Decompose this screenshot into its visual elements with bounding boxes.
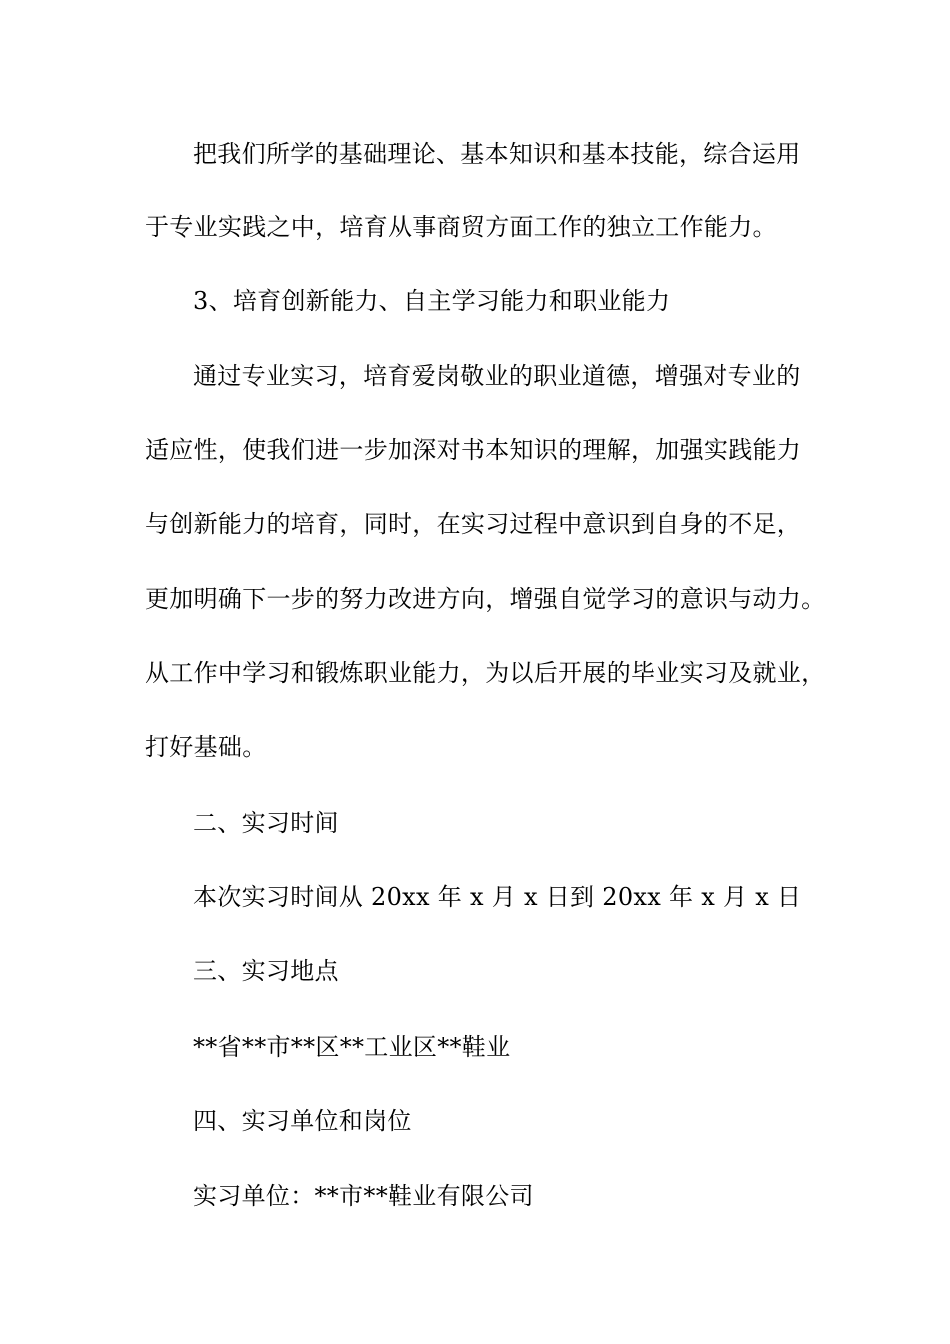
paragraph-line: 实习单位：**市**鞋业有限公司 — [193, 1182, 534, 1210]
paragraph-line: 把我们所学的基础理论、基本知识和基本技能，综合运用 — [193, 140, 801, 168]
paragraph-line: 通过专业实习，培育爱岗敬业的职业道德，增强对专业的 — [193, 362, 801, 390]
section-heading: 二、实习时间 — [193, 809, 339, 837]
paragraph-line: **省**市**区**工业区**鞋业 — [193, 1033, 511, 1061]
paragraph-line: 更加明确下一步的努力改进方向，增强自觉学习的意识与动力。 — [145, 585, 826, 613]
paragraph-line: 适应性，使我们进一步加深对书本知识的理解，加强实践能力 — [145, 436, 802, 464]
section-heading: 3、培育创新能力、自主学习能力和职业能力 — [193, 287, 671, 315]
paragraph-line: 打好基础。 — [145, 733, 267, 761]
paragraph-line: 从工作中学习和锻炼职业能力，为以后开展的毕业实习及就业， — [145, 659, 826, 687]
paragraph-line: 与创新能力的培育，同时，在实习过程中意识到自身的不足， — [145, 510, 802, 538]
paragraph-line: 本次实习时间从 20xx 年 x 月 x 日到 20xx 年 x 月 x 日 — [193, 883, 802, 911]
paragraph-line: 于专业实践之中，培育从事商贸方面工作的独立工作能力。 — [145, 213, 777, 241]
section-heading: 三、实习地点 — [193, 957, 339, 985]
section-heading: 四、实习单位和岗位 — [193, 1107, 412, 1135]
